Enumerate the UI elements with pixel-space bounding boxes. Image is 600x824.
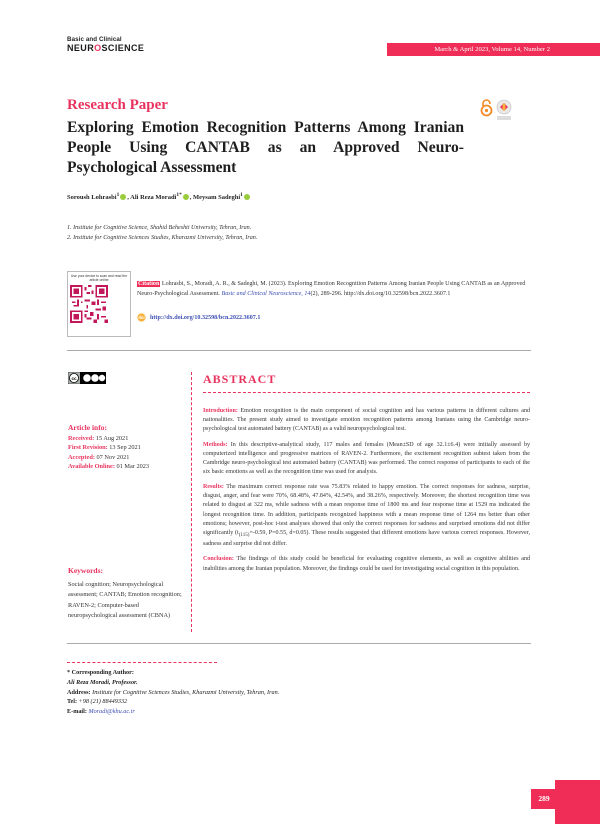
author-name: , Ali Reza Moradi — [127, 194, 177, 202]
author-affil: 1 — [240, 192, 243, 198]
article-info — [68, 423, 183, 472]
results-subscript: (115) — [238, 532, 250, 538]
logo-part-b: O — [94, 43, 102, 53]
divider-top — [67, 350, 531, 351]
doi-icon — [137, 313, 146, 322]
author-affil: 1 — [116, 192, 120, 198]
author-name: , Meysam Sadeghi — [189, 194, 241, 202]
revision-row — [68, 443, 183, 453]
page-corner-strip — [555, 780, 600, 824]
doi-link[interactable]: http://dx.doi.org/10.32598/bcn.2022.3607.1 — [150, 314, 261, 321]
methods-label: Methods: — [203, 441, 228, 448]
orcid-icon[interactable] — [183, 194, 189, 200]
accepted-value: 07 Nov 2021 — [94, 453, 130, 461]
abstract-body — [203, 407, 530, 580]
svg-text:doi: doi — [138, 315, 145, 321]
abstract-introduction — [203, 407, 530, 434]
cc-license-icon[interactable] — [68, 372, 106, 384]
keywords — [68, 566, 183, 621]
divider-bottom — [67, 643, 531, 644]
address-value: Institute for Cognitive Sciences Studies, Kharazmi University, Tehran, Iran. — [90, 688, 280, 696]
intro-text: Emotion recognition is the main component of social cognition and has various patterns in different cultures and nationalities. The present study aimed to investigate emotion recognition patterns among Iranians using the Cambridge neuro-psychological test automated battery (CANTAB) as a valid neuropsychological test. — [203, 408, 530, 433]
correspondence-block — [67, 668, 367, 717]
orcid-icon[interactable] — [244, 194, 250, 200]
doi-row[interactable] — [137, 313, 260, 322]
author-name: Soroush Lohrasbi — [67, 194, 117, 202]
author-list — [67, 192, 251, 201]
logo-part-c: SCIENCE — [101, 43, 145, 53]
tel-value: +98 (21) 88449332 — [77, 698, 128, 706]
section-title: Research Paper — [67, 97, 168, 113]
citation-rest: (2), 289-296. http://dx.doi.org/10.32598/bcn.2022.3607.1 — [310, 291, 451, 298]
received-value: 15 Aug 2021 — [94, 434, 129, 442]
qr-caption: Use your device to scan and read the article online — [70, 274, 128, 283]
open-access-icon — [480, 99, 493, 117]
article-info-heading: Article info: — [68, 423, 107, 432]
journal-logo — [67, 36, 177, 53]
results-label: Results: — [203, 484, 224, 491]
citation-journal[interactable]: Basic and Clinical Neuroscience — [221, 291, 302, 298]
email-label: E-mail: — [67, 708, 87, 716]
citation-label: Citation — [138, 281, 160, 287]
column-divider — [191, 372, 192, 632]
svg-text:cc: cc — [71, 375, 77, 381]
article-title: Exploring Emotion Recognition Patterns Among Iranian People Using CANTAB as an Approved Neuro-Psychological Assessment — [67, 119, 464, 176]
corr-heading: * Corresponding Author: — [67, 669, 134, 676]
tel-label: Tel: — [67, 698, 78, 706]
correspondence-rule — [67, 662, 217, 663]
keywords-text: Social cognition; Neuropsychological assessment; CANTAB; Emotion recognition; RAVEN-2; Computer-based neuropsychological assessment (CBNA) — [68, 581, 182, 619]
online-value: 01 Mar 2023 — [114, 463, 150, 471]
accepted-label: Accepted: — [68, 453, 95, 461]
citation-volume: , 14 — [301, 291, 311, 298]
qr-code-icon[interactable] — [70, 285, 108, 323]
abstract-rule — [203, 392, 530, 393]
intro-label: Introduction: — [203, 408, 238, 414]
citation-block — [137, 279, 530, 300]
address-label: Address: — [67, 688, 91, 696]
methods-text: In this descriptive-analytical study, 117 males and females (Mean±SD of age 32.1±6.4) were initially assessed by computerized intelligence and progressive matrices of RAVEN-2. Furthermore, the excitement recognition subtest taken from the Cambridge neuro-psychological test automated battery (CANTAB) was performed. The correct response of participants to each of the six basic emotions as well as the recognition time was used for analysis. — [203, 441, 530, 475]
revision-label: First Revision: — [68, 444, 108, 452]
results-text-b: =-0.59, P=0.55, d=0.05). These results suggested that different emotions have various correct responses. However, sadness and surprise did not differ. — [203, 529, 530, 548]
conclusion-label: Conclusion: — [203, 556, 234, 563]
orcid-icon[interactable] — [120, 194, 126, 200]
issue-bar: March & April 2023, Volume 14, Number 2 — [387, 43, 600, 56]
conclusion-text: The findings of this study could be beneficial for evaluating cognitive elements, as well as cognitive abilities and inabilities among the Iranian population. Moreover, the findings could be used for investigating social cognition in this population. — [203, 556, 530, 572]
abstract-heading: ABSTRACT — [203, 372, 277, 386]
author-affil: 1* — [176, 192, 182, 198]
email-link[interactable]: Moradi@khu.ac.ir — [86, 708, 135, 716]
keywords-heading: Keywords: — [68, 566, 103, 575]
crossmark-icon[interactable] — [496, 99, 512, 123]
accepted-row — [68, 453, 183, 463]
abstract-results — [203, 483, 530, 549]
page-number: 289 — [531, 789, 557, 809]
qr-box[interactable] — [67, 271, 131, 337]
received-label: Received: — [68, 434, 95, 442]
corr-name: Ali Reza Moradi, Professor. — [67, 678, 138, 686]
header-icons — [480, 99, 520, 123]
revision-value: 13 Sep 2021 — [107, 444, 141, 452]
affiliation-1: 1. Institute for Cognitive Science, Shahid Beheshti University, Tehran, Iran. — [67, 225, 252, 231]
received-row — [68, 434, 183, 444]
affiliation-2: 2. Institute for Cognitive Sciences Studies, Kharazmi University, Tehran, Iran. — [67, 235, 258, 241]
abstract-methods — [203, 441, 530, 477]
citation-text: Lohrasbi, S., Moradi, A. R., & Sadeghi, M. (2023). Exploring Emotion Recognition Patterns Among Iranian People Using CANTAB as an Approved Neuro-Psychological Assessment. — [137, 281, 526, 298]
abstract-conclusion — [203, 555, 530, 573]
results-text-a: The maximum correct response rate was 75.83% related to happy emotion. The correct responses for sadness, surprise, disgust, anger, and fear were 70%, 68.48%, 47.84%, 42.54%, and 38.26%, respectively. Moreover, the shortest recognition time was related to disgust at 322 ms, while sadness with a mean response time of 1800 ms and fear response time at 1529 ms indicated the longest recognition time. In addition, participants recognized happiness with a mean response time of 1264 ms better than other emotions; however, post-hoc t-test analyses showed that only the correct responses for sadness and surprised emotions did not differ significantly (t — [203, 484, 530, 536]
journal-logo-main — [67, 43, 177, 53]
online-row — [68, 462, 183, 472]
logo-part-a: NEUR — [67, 43, 95, 53]
online-label: Available Online: — [68, 463, 115, 471]
journal-logo-top: Basic and Clinical — [67, 36, 122, 43]
